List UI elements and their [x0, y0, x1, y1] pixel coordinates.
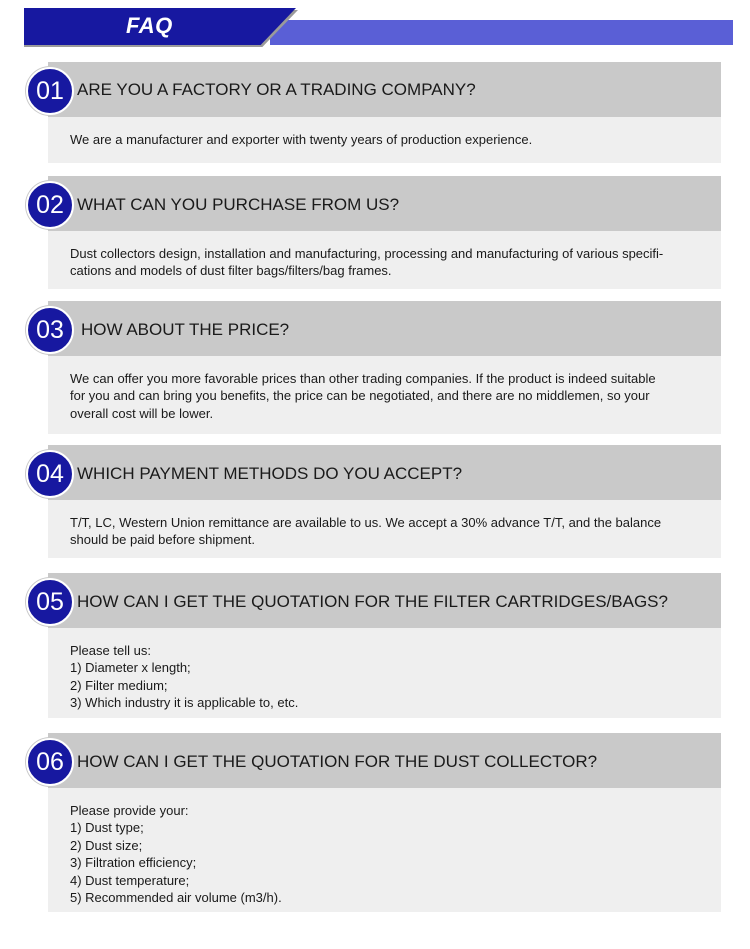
question-text: HOW CAN I GET THE QUOTATION FOR THE DUST COLLECTOR?	[77, 752, 598, 771]
number-badge: 01	[26, 67, 74, 115]
answer-line: 2) Filter medium;	[70, 677, 168, 693]
answer-line: 3) Filtration efficiency;	[70, 855, 197, 871]
question-text: HOW CAN I GET THE QUOTATION FOR THE FILTER CARTRIDGES/BAGS?	[77, 592, 668, 611]
answer-line: 1) Diameter x length;	[70, 660, 191, 676]
answer-line: overall cost will be lower.	[70, 405, 214, 421]
answer-text	[70, 642, 710, 712]
answer-text	[70, 131, 710, 148]
answer-line: should be paid before shipment.	[70, 532, 256, 548]
answer-text	[70, 802, 710, 906]
answer-line: T/T, LC, Western Union remittance are available to us. We accept a 30% advance T/T, and the balance	[70, 515, 662, 530]
answer-line: Dust collectors design, installation and manufacturing, processing and manufacturing of various specifi-	[70, 246, 664, 261]
question-text: WHAT CAN YOU PURCHASE FROM US?	[77, 195, 400, 214]
answer-text	[70, 245, 710, 280]
answer-line: 5) Recommended air volume (m3/h).	[70, 890, 282, 906]
question-text: HOW ABOUT THE PRICE?	[81, 320, 290, 339]
answer-line: Please tell us:	[70, 643, 151, 658]
faq-header	[0, 0, 750, 50]
question-text: ARE YOU A FACTORY OR A TRADING COMPANY?	[77, 80, 476, 99]
header-accent-bar	[270, 20, 733, 45]
number-badge: 06	[26, 738, 74, 786]
question-text: WHICH PAYMENT METHODS DO YOU ACCEPT?	[77, 464, 463, 483]
answer-line: 4) Dust temperature;	[70, 872, 190, 888]
number-badge: 03	[26, 306, 74, 354]
answer-line: 3) Which industry it is applicable to, etc.	[70, 695, 299, 711]
answer-line: cations and models of dust filter bags/filters/bag frames.	[70, 263, 392, 279]
answer-line: We can offer you more favorable prices than other trading companies. If the product is indeed suitable	[70, 371, 656, 386]
answer-text	[70, 370, 710, 422]
answer-line: 2) Dust size;	[70, 837, 143, 853]
answer-line: Please provide your:	[70, 803, 189, 818]
answer-line: for you and can bring you benefits, the price can be negotiated, and there are no middlemen, so your	[70, 388, 650, 404]
page-title: FAQ	[126, 13, 173, 38]
number-badge: 02	[26, 181, 74, 229]
number-badge: 04	[26, 450, 74, 498]
number-badge: 05	[26, 578, 74, 626]
answer-line: 1) Dust type;	[70, 820, 144, 836]
answer-line: We are a manufacturer and exporter with twenty years of production experience.	[70, 132, 533, 147]
answer-text	[70, 514, 710, 549]
